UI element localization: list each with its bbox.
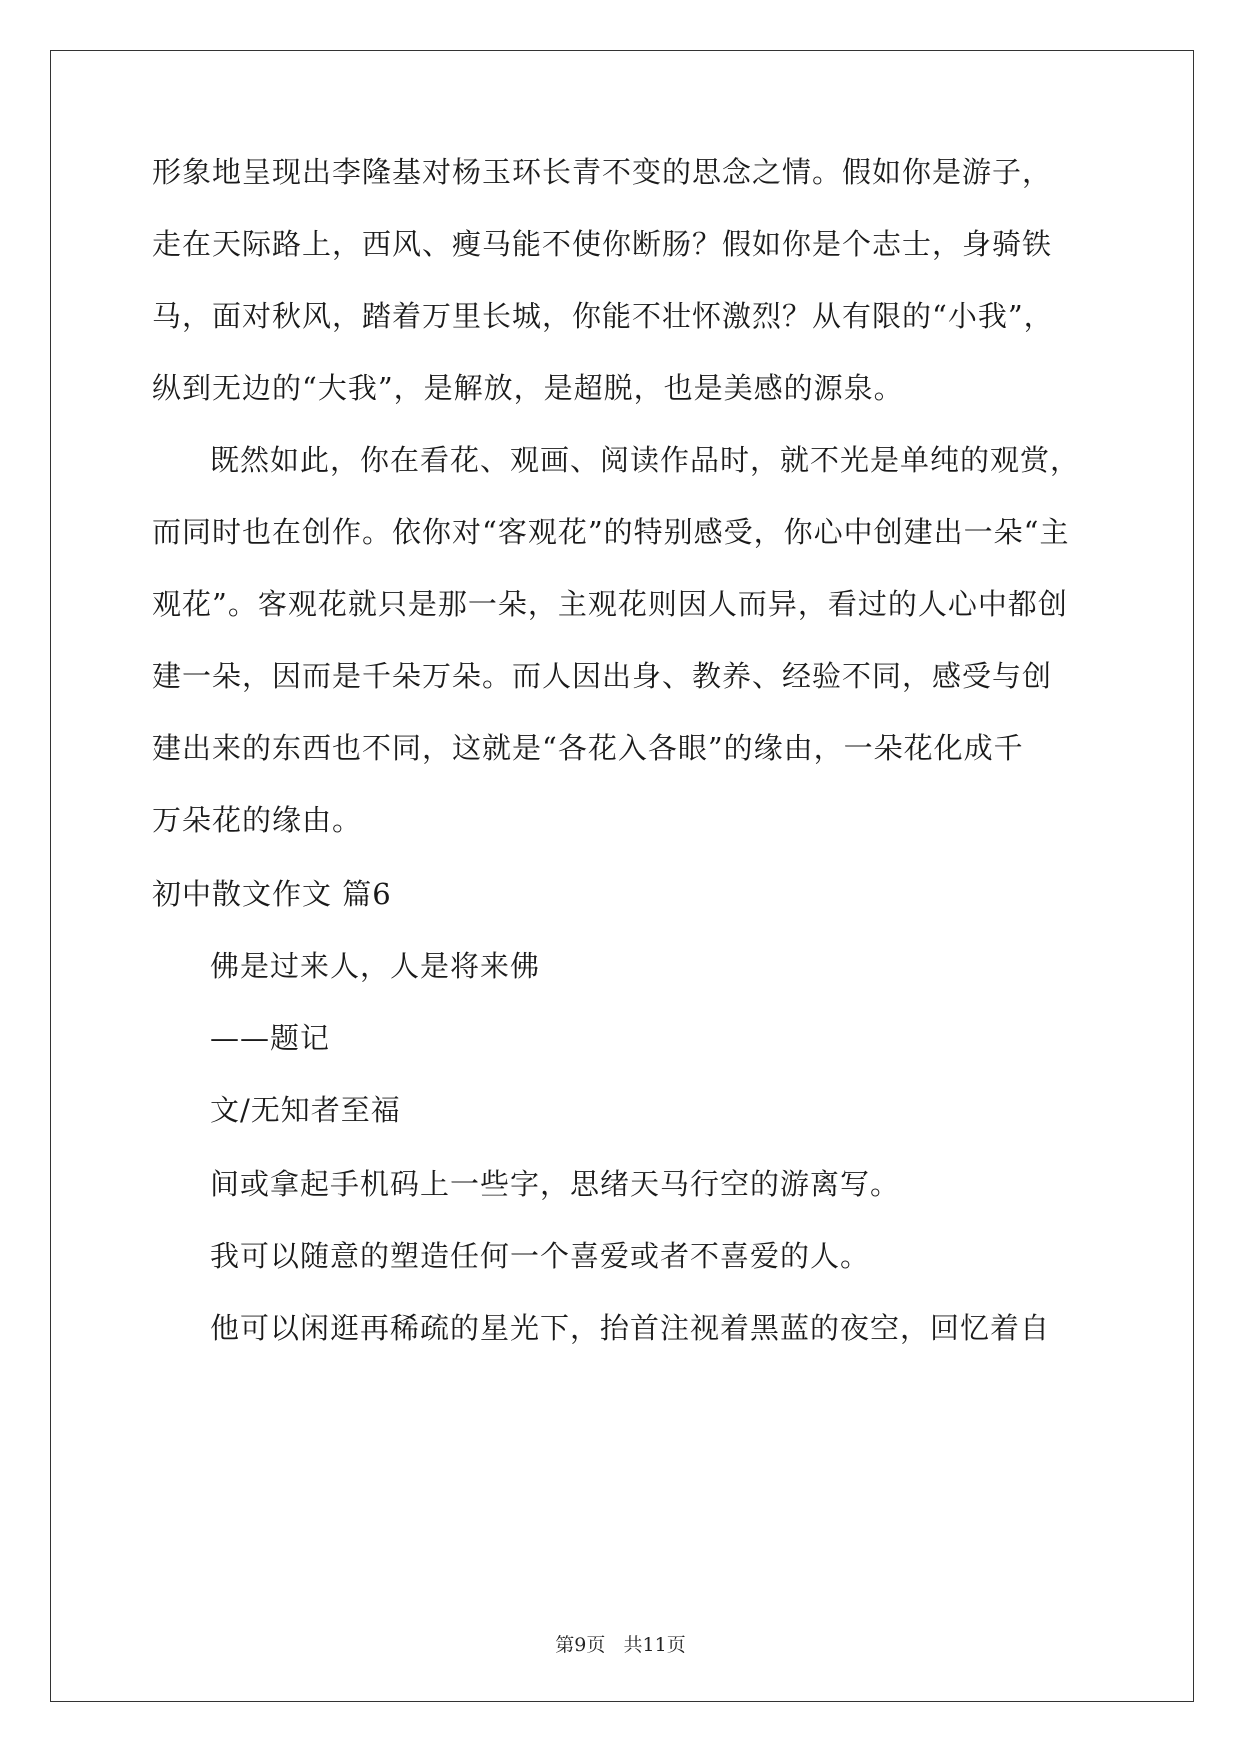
text-line: 我可以随意的塑造任何一个喜爱或者不喜爱的人。 bbox=[210, 1239, 871, 1273]
text-line: 建一朵，因而是千朵万朵。而人因出身、教养、经验不同，感受与创 bbox=[152, 659, 1053, 693]
text-line: 万朵花的缘由。 bbox=[152, 803, 363, 837]
text-line: 而同时也在创作。依你对“客观花”的特别感受，你心中创建出一朵“主 bbox=[152, 515, 1070, 549]
text-line: 既然如此，你在看花、观画、阅读作品时，就不光是单纯的观赏， bbox=[210, 443, 1081, 477]
text-line: 形象地呈现出李隆基对杨玉环长青不变的思念之情。假如你是游子， bbox=[152, 155, 1053, 189]
text-line: 观花”。客观花就只是那一朵，主观花则因人而异，看过的人心中都创 bbox=[152, 587, 1068, 621]
text-line: 间或拿起手机码上一些字，思绪天马行空的游离写。 bbox=[210, 1167, 901, 1201]
text-line: 走在天际路上，西风、瘦马能不使你断肠？假如你是个志士，身骑铁 bbox=[152, 227, 1053, 261]
page-number: 第9页 bbox=[555, 1634, 606, 1656]
text-line: 马，面对秋风，踏着万里长城，你能不壮怀激烈？从有限的“小我”， bbox=[152, 299, 1054, 333]
text-line: 纵到无边的“大我”，是解放，是超脱，也是美感的源泉。 bbox=[152, 371, 904, 405]
author-line: 文/无知者至福 bbox=[210, 1093, 401, 1127]
page-total: 共11页 bbox=[623, 1634, 686, 1656]
text-line: 他可以闲逛再稀疏的星光下，抬首注视着黑蓝的夜空，回忆着自 bbox=[210, 1311, 1051, 1345]
epigraph-attribution: ——题记 bbox=[210, 1021, 331, 1055]
page-footer bbox=[0, 1632, 1241, 1658]
section-heading: 初中散文作文 篇6 bbox=[152, 877, 392, 911]
text-line: 建出来的东西也不同，这就是“各花入各眼”的缘由，一朵花化成千 bbox=[152, 731, 1024, 765]
epigraph-line: 佛是过来人，人是将来佛 bbox=[210, 949, 541, 983]
